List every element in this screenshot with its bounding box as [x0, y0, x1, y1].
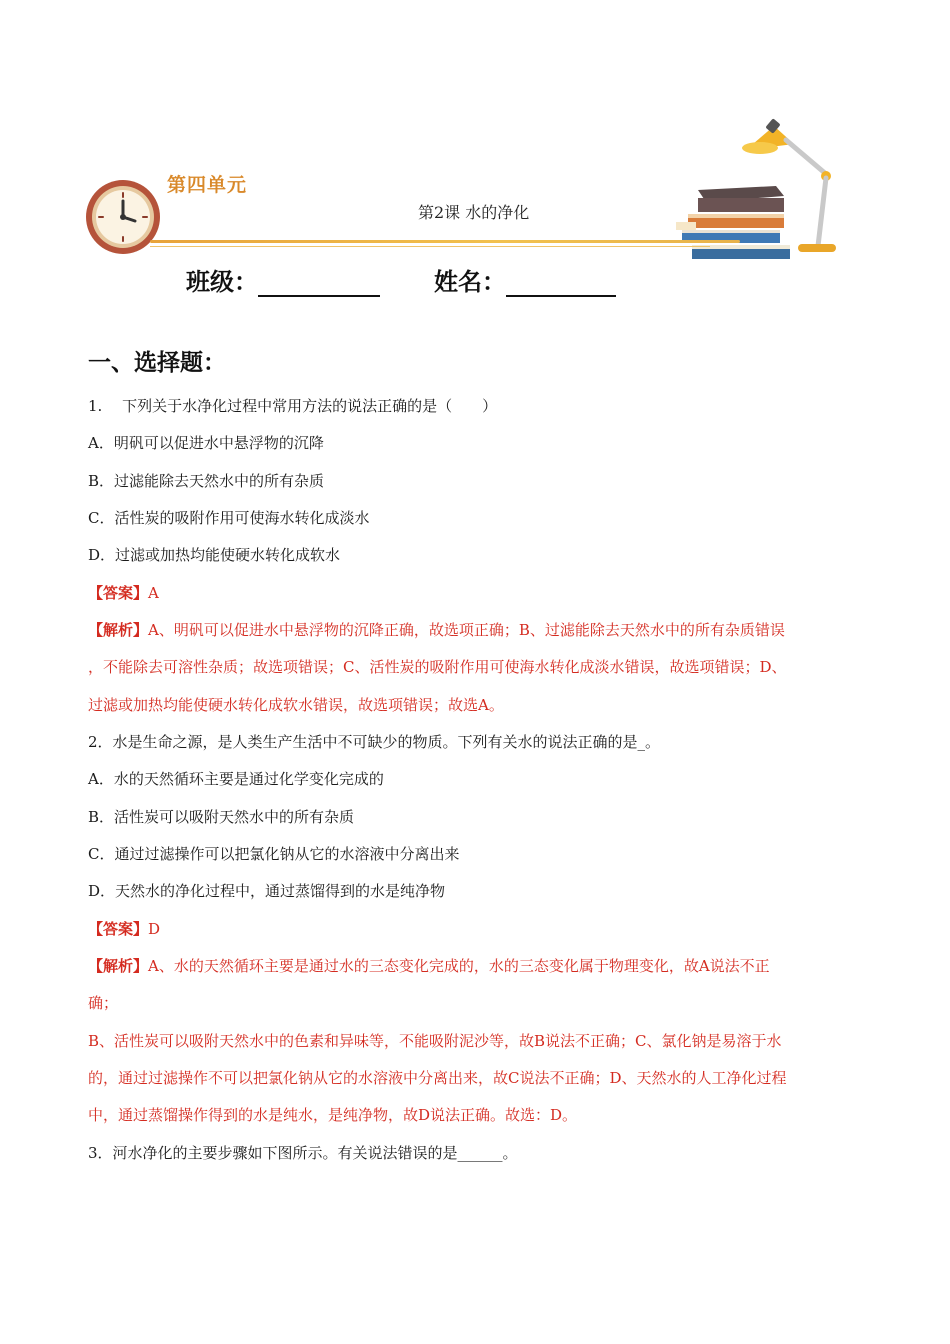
unit-title: 第四单元 [167, 174, 248, 196]
answer-value: A [148, 584, 159, 602]
section-title: 一、选择题： [88, 350, 226, 376]
question-2-analysis-line: 的，通过过滤操作不可以把氯化钠从它的水溶液中分离出来，故C说法不正确；D、天然水的人工净化过程 [88, 1069, 787, 1087]
name-blank[interactable] [506, 269, 616, 297]
class-field [186, 262, 380, 297]
question-1-option-a: A．明矾可以促进水中悬浮物的沉降 [88, 434, 324, 452]
name-field [434, 262, 616, 297]
question-2-analysis-line: B、活性炭可以吸附天然水中的色素和异味等，不能吸附泥沙等，故B说法不正确；C、氯化钠是易溶于水 [88, 1032, 782, 1050]
answer-tag: 【答案】 [88, 920, 149, 938]
question-2-analysis-line: 中，通过蒸馏操作得到的水是纯水，是纯净物，故D说法正确。故选：D。 [88, 1106, 578, 1124]
question-2-option-c: C．通过过滤操作可以把氯化钠从它的水溶液中分离出来 [88, 845, 460, 863]
question-1-option-b: B．过滤能除去天然水中的所有杂质 [88, 472, 325, 490]
question-2-option-a: A．水的天然循环主要是通过化学变化完成的 [88, 770, 384, 788]
question-2-analysis-line: 【解析】A、水的天然循环主要是通过水的三态变化完成的，水的三态变化属于物理变化，故A说法不正 [88, 957, 770, 975]
header-divider-thin [150, 246, 710, 247]
class-label: 班级： [186, 268, 258, 296]
analysis-tag: 【解析】 [88, 957, 149, 975]
question-2-analysis-line: 确； [88, 994, 119, 1012]
question-3-stem: 3．河水净化的主要步骤如下图所示。有关说法错误的是______。 [88, 1144, 518, 1162]
question-1-analysis-line: 【解析】A、明矾可以促进水中悬浮物的沉降正确，故选项正确；B、过滤能除去天然水中的所有杂质错误 [88, 621, 785, 639]
clock-icon [84, 178, 162, 256]
header-divider [150, 240, 740, 243]
question-2-option-b: B．活性炭可以吸附天然水中的所有杂质 [88, 808, 355, 826]
answer-tag: 【答案】 [88, 584, 149, 602]
worksheet-header [0, 0, 950, 320]
question-1-stem: 1. 下列关于水净化过程中常用方法的说法正确的是（ ） [88, 397, 498, 415]
question-1-option-c: C．活性炭的吸附作用可使海水转化成淡水 [88, 509, 370, 527]
question-1-analysis-line: ，不能除去可溶性杂质；故选项错误；C、活性炭的吸附作用可使海水转化成淡水错误，故选项错误；D、 [88, 658, 787, 676]
question-1-answer [88, 583, 159, 603]
question-1-option-d: D．过滤或加热均能使硬水转化成软水 [88, 546, 341, 564]
name-label: 姓名： [434, 268, 506, 296]
question-2-stem: 2．水是生命之源，是人类生产生活中不可缺少的物质。下列有关水的说法正确的是_。 [88, 733, 661, 751]
analysis-tag: 【解析】 [88, 621, 149, 639]
class-blank[interactable] [258, 269, 380, 297]
question-2-answer [88, 919, 160, 939]
lesson-title: 第2课 水的净化 [418, 203, 530, 222]
question-1-analysis-line: 过滤或加热均能使硬水转化成软水错误，故选项错误；故选A。 [88, 696, 504, 714]
answer-value: D [148, 920, 161, 938]
question-2-option-d: D．天然水的净化过程中，通过蒸馏得到的水是纯净物 [88, 882, 446, 900]
